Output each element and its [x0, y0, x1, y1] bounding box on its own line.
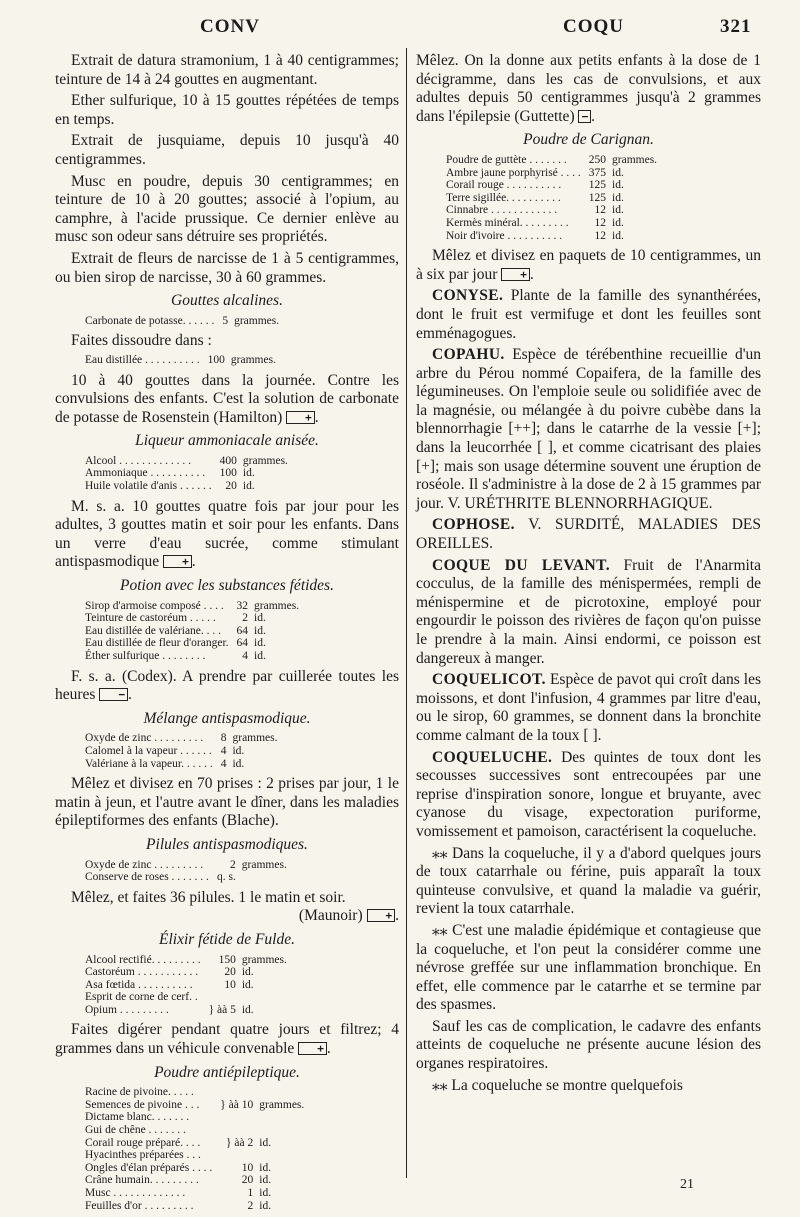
entry-headword: COPHOSE. [432, 516, 515, 534]
entry-conyse [416, 287, 761, 343]
ingredient-name: Hyacinthes préparées . . . [85, 1149, 201, 1162]
ingredient-quantity: } àà 10 [220, 1098, 254, 1111]
ingredient-name: Valériane à la vapeur. . . . . . [85, 757, 213, 770]
rating-mark: + [163, 555, 192, 568]
formula-title: Gouttes alcalines. [171, 292, 283, 310]
formula-row [85, 1187, 304, 1200]
ingredient-unit: id. [259, 1161, 272, 1174]
formula-row [446, 179, 657, 192]
ingredient-name: Feuilles d'or . . . . . . . . . [85, 1199, 194, 1212]
formula-row [85, 954, 287, 967]
attribution: (Maunoir) + . [298, 907, 399, 925]
ingredient-quantity: 375 [588, 166, 607, 179]
entry-text: Des quintes de toux dont les secousses successives sont entrecoupées par une reprise d'inspiration sonore, longue et bruyante, avec cyanose du visage, expectoration puriforme, vomissement et pamoison, caractérisent la coqueluche. [416, 748, 762, 840]
ingredient-name: Castoréum . . . . . . . . . . . [85, 966, 199, 979]
ingredient-name: Carbonate de potasse. . . . . . [85, 314, 215, 327]
ingredient-name: Semences de pivoine . . . [85, 1098, 200, 1111]
formula-row [85, 1200, 304, 1213]
ingredient-quantity: 20 [225, 480, 237, 493]
paragraph: 10 à 40 gouttes dans la journée. Contre les convulsions des enfants. C'est la solution de carbonate de potasse de Rosenstein (Hamilton) + . [55, 371, 399, 426]
ingredient-unit: grammes. [254, 599, 300, 612]
formula-row [85, 612, 299, 625]
ingredient-quantity: 10 [224, 978, 236, 991]
formula-row [85, 1137, 304, 1150]
paragraph: Mêlez et divisez en paquets de 10 centigrammes, un à six par jour + . [416, 247, 761, 283]
paragraph: Mêlez et divisez en 70 prises : 2 prises par jour, 1 le matin à jeun, et l'autre avant le dîner, dans les maladies épileptiformes des enfants (Blache). [55, 775, 399, 830]
ingredient-quantity: 20 [224, 966, 236, 979]
formula-row [85, 315, 279, 328]
ingredient-quantity [201, 991, 240, 1004]
ingredient-unit: id. [254, 624, 266, 637]
formula-table [85, 455, 288, 493]
ingredient-quantity: 125 [588, 191, 607, 204]
ingredient-quantity: 4 [220, 744, 227, 757]
ingredient-quantity: 12 [594, 216, 607, 229]
paragraph: Extrait de jusquiame, depuis 10 jusqu'à 40 centigrammes. [55, 132, 399, 168]
ingredient-quantity: 100 [207, 353, 225, 366]
ingredient-unit: id. [232, 744, 245, 757]
ingredient-unit: grammes. [242, 454, 288, 467]
entry-text: Fruit de l'Anarmita cocculus, de la famille des ménispermées, rempli de ménispermine et de picrotoxine, employé pour engourdir le poisson des rivières de façon qu'on puisse le prendre à la main. Ainsi endormi, ce poisson est dangereux à manger. [416, 556, 761, 667]
ingredient-name: Cinnabre . . . . . . . . . . . . [446, 204, 558, 217]
ingredient-quantity [212, 1086, 257, 1099]
paragraph-text: M. s. a. 10 gouttes quatre fois par jour pour les adultes, 3 gouttes matin et soir pour les enfants. Dans un verre d'eau sucrée, comme stimulant antispasmodique [55, 497, 399, 571]
ingredient-unit: id. [259, 1136, 272, 1149]
entry-coque-du-levant [416, 557, 761, 669]
ingredient-name: Calomel à la vapeur . . . . . . [85, 744, 212, 757]
ingredient-unit: grammes. [612, 153, 658, 166]
paragraph: Extrait de datura stramonium, 1 à 40 centigrammes; teinture de 14 à 24 gouttes en augmentant. [55, 52, 399, 88]
ingredient-unit: grammes. [241, 858, 287, 871]
ingredient-unit: id. [242, 480, 255, 493]
ingredient-name: Oxyde de zinc . . . . . . . . . [85, 732, 204, 745]
ingredient-unit: id. [254, 637, 266, 650]
formula-title: Élixir fétide de Fulde. [158, 930, 295, 948]
formula-row [85, 979, 287, 992]
paragraph: Musc en poudre, depuis 30 centigrammes; en teinture de 10 à 20 gouttes; associé à l'opium, au camphre, à l'acide prussique. Ce dernier enlève au musc son odeur sans détruire ses propriétés. [55, 172, 399, 246]
left-column [55, 52, 399, 1217]
paragraph: Extrait de fleurs de narcisse de 1 à 5 centigrammes, ou bien sirop de narcisse, 30 à 60 grammes. [55, 249, 399, 286]
attribution-text: (Maunoir) [298, 907, 363, 925]
ingredient-name: Huile volatile d'anis . . . . . . [85, 480, 212, 493]
column-divider [406, 48, 407, 1178]
ingredient-unit: grammes. [232, 732, 278, 745]
ingredient-quantity: 20 [241, 1174, 254, 1187]
ingredient-unit [257, 1111, 304, 1124]
ingredient-name: Ambre jaune porphyrisé . . . . [446, 166, 581, 179]
ingredient-name: Gui de chêne . . . . . . . [85, 1124, 186, 1137]
ingredient-quantity: 10 [241, 1161, 254, 1174]
ingredient-name: Dictame blanc. . . . . . . [85, 1111, 190, 1124]
ingredient-unit: id. [242, 467, 255, 480]
ingredient-unit: id. [241, 978, 254, 991]
paragraph-text: Mêlez, et faites 36 pilules. 1 le matin et soir. [71, 888, 346, 906]
ingredient-quantity: 150 [218, 953, 236, 966]
rating-mark: − [578, 110, 591, 123]
ingredient-unit: id. [259, 1187, 272, 1199]
ingredient-quantity [212, 1124, 257, 1137]
formula-row [85, 1124, 304, 1137]
ingredient-name: Ongles d'élan préparés . . . . [85, 1161, 213, 1174]
formula-row [85, 1162, 304, 1175]
formula-row [446, 154, 657, 167]
formula-title: Mélange antispasmodique. [143, 709, 311, 727]
ingredient-name: Asa fœtida . . . . . . . . . . [85, 978, 193, 991]
ingredient-unit [257, 1124, 304, 1137]
ingredient-quantity [212, 1111, 257, 1124]
ingredient-quantity: 2 [242, 612, 249, 625]
formula-row [85, 1149, 304, 1162]
entry-text: V. SURDITÉ, MALADIES DES OREILLES. [416, 516, 761, 553]
ingredient-name: Oxyde de zinc . . . . . . . . . [85, 858, 204, 871]
ingredient-quantity: 1 [247, 1187, 254, 1199]
ingredient-name: Alcool rectifié. . . . . . . . . [85, 953, 201, 966]
paragraph-text: Mêlez et divisez en paquets de 10 centigrammes, un à six par jour [416, 247, 761, 283]
ingredient-unit: id. [612, 204, 624, 217]
ingredient-unit [257, 1149, 304, 1162]
formula-row [85, 455, 288, 468]
printer-signature: 21 [680, 1177, 694, 1192]
ingredient-unit: id. [612, 166, 624, 179]
ingredient-quantity: 4 [220, 757, 227, 770]
entry-headword: COPAHU. [432, 346, 505, 364]
ingredient-quantity: 2 [247, 1199, 254, 1212]
formula-row [446, 167, 657, 180]
entry-headword: COQUE DU LEVANT. [432, 556, 610, 574]
ingredient-quantity: 250 [588, 153, 607, 166]
formula-row [85, 600, 299, 613]
ingredient-name: Alcool . . . . . . . . . . . . . [85, 454, 192, 467]
formula-row [85, 354, 276, 367]
formula-row [85, 991, 287, 1004]
paragraph-text: Faites digérer pendant quatre jours et filtrez; 4 grammes dans un véhicule convenable [55, 1021, 399, 1058]
entry-cophose [416, 516, 761, 553]
ingredient-name: Esprit de corne de cerf. . [85, 991, 198, 1004]
ingredient-quantity: 12 [594, 204, 607, 217]
ingredient-name: Eau distillée de valériane. . . . [85, 624, 222, 637]
formula-table [85, 732, 278, 770]
ingredient-quantity: 5 [222, 314, 229, 327]
formula-row [446, 204, 657, 217]
entry-headword: COQUELICOT. [432, 671, 546, 689]
rating-mark: − [99, 688, 128, 701]
rating-mark: + [286, 411, 315, 424]
entry-text: Espèce de pavot qui croît dans les moissons, et dont l'infusion, 4 grammes par litre d'eau, ou le sirop, 60 grammes, se donnent dans la bronchite comme calmant de la toux [ ]. [416, 671, 762, 744]
ingredient-unit: id. [241, 966, 254, 979]
paragraph: ⁎⁎ La coqueluche se montre quelquefois [432, 1076, 683, 1094]
paragraph-text: Mêlez. On la donne aux petits enfants à la dose de 1 décigramme, dans les cas de convulsions, et aux adultes depuis 50 centigrammes jusqu'à 2 grammes dans l'épilepsie (Guttette) [416, 52, 761, 125]
ingredient-unit [240, 871, 287, 884]
paragraph: Faites dissoudre dans : [71, 332, 212, 350]
ingredient-unit: grammes. [259, 1098, 305, 1111]
ingredient-unit: id. [612, 179, 624, 192]
ingredient-quantity: 4 [242, 650, 249, 662]
ingredient-unit: id. [612, 216, 624, 229]
paragraph: Faites digérer pendant quatre jours et filtrez; 4 grammes dans un véhicule convenable + . [55, 1021, 399, 1058]
ingredient-quantity: 2 [230, 858, 236, 871]
formula-title: Liqueur ammoniacale anisée. [135, 432, 319, 450]
right-column [416, 52, 761, 1098]
page-number: 321 [720, 16, 752, 37]
ingredient-name: Sirop d'armoise composé . . . . [85, 599, 224, 612]
entry-headword: COQUELUCHE. [432, 748, 553, 766]
formula-row [85, 1111, 304, 1124]
formula-title: Potion avec les substances fétides. [120, 577, 334, 595]
ingredient-name: Racine de pivoine. . . . . [85, 1086, 194, 1099]
formula-row [85, 732, 278, 745]
formula-row [85, 859, 287, 872]
paragraph: Mêlez. On la donne aux petits enfants à la dose de 1 décigramme, dans les cas de convulsions, et aux adultes depuis 50 centigrammes jusqu'à 2 grammes dans l'épilepsie (Guttette) − . [416, 52, 761, 125]
ingredient-unit: id. [254, 650, 266, 662]
paragraph: ⁎⁎ C'est une maladie épidémique et contagieuse que la coqueluche, et l'on peut la considérer comme une névrose greffée sur une inflammation bronchique. En effet, elle commence par le catarrhe et se termine par des spasmes. [416, 921, 761, 1014]
paragraph: Sauf les cas de complication, le cadavre des enfants atteints de coqueluche ne présente aucune lésion des organes respiratoires. [416, 1017, 761, 1073]
entry-coqueluche [416, 749, 761, 842]
entry-copahu [416, 346, 761, 513]
formula-row [85, 1004, 287, 1017]
ingredient-unit: id. [241, 1003, 254, 1016]
ingredient-unit: grammes. [230, 353, 276, 366]
formula-row [85, 467, 288, 480]
formula-row [85, 745, 278, 758]
ingredient-name: Eau distillée de fleur d'oranger. [85, 637, 229, 650]
formula-table [85, 859, 287, 884]
paragraph-text: F. s. a. (Codex). A prendre par cuillerée toutes les heures [55, 667, 399, 704]
formula-row [446, 217, 657, 230]
ingredient-name: Crâne humain. . . . . . . . . [85, 1174, 199, 1187]
ingredient-quantity: 100 [219, 467, 237, 480]
formula-table [85, 600, 299, 663]
ingredient-quantity: 32 [236, 599, 249, 612]
ingredient-unit: id. [612, 229, 624, 242]
formula-row [85, 966, 287, 979]
ingredient-quantity [212, 1149, 257, 1162]
ingredient-name: Opium . . . . . . . . . [85, 1003, 169, 1016]
ingredient-quantity: 64 [236, 637, 249, 650]
rating-mark: + [367, 909, 396, 922]
ingredient-unit: id. [259, 1199, 272, 1212]
formula-row [85, 1174, 304, 1187]
formula-row [85, 625, 299, 638]
entry-text: Plante de la famille des synanthérées, dont le fruit est vermifuge et dont les feuilles sont emménagogues. [416, 287, 762, 342]
ingredient-name: Éther sulfurique . . . . . . . . [85, 650, 206, 662]
formula-row [85, 480, 288, 493]
ingredient-name: Corail rouge . . . . . . . . . . [446, 179, 562, 192]
paragraph: ⁎⁎ Dans la coqueluche, il y a d'abord quelques jours de toux catarrhale ou férine, puis apparaît la toux quinteuse convulsive, et quand la maladie va guérir, revient la toux catarrhale. [416, 844, 761, 918]
running-head-center: COQU [563, 16, 624, 37]
ingredient-quantity: 12 [594, 229, 607, 242]
formula-row [85, 871, 287, 884]
formula-title: Poudre antiépileptique. [154, 1063, 300, 1081]
ingredient-name: Teinture de castoréum . . . . . [85, 612, 216, 625]
ingredient-quantity: 125 [588, 179, 607, 192]
paragraph: Ether sulfurique, 10 à 15 gouttes répétées de temps en temps. [55, 92, 399, 128]
paragraph: M. s. a. 10 gouttes quatre fois par jour pour les adultes, 3 gouttes matin et soir pour les enfants. Dans un verre d'eau sucrée, comme stimulant antispasmodique + . [55, 497, 399, 571]
formula-row [85, 758, 278, 771]
ingredient-unit: grammes. [234, 314, 280, 327]
ingredient-unit: id. [259, 1174, 272, 1187]
ingredient-name: Ammoniaque . . . . . . . . . . [85, 467, 206, 480]
entry-headword: CONYSE. [432, 287, 504, 305]
ingredient-unit: id. [232, 757, 245, 770]
ingredient-quantity: } àà 2 [226, 1136, 254, 1149]
ingredient-name: Musc . . . . . . . . . . . . . [85, 1187, 186, 1199]
formula-table [85, 315, 279, 328]
formula-row [85, 637, 299, 650]
ingredient-quantity: 64 [236, 624, 249, 637]
ingredient-quantity: 400 [219, 454, 237, 467]
ingredient-name: Eau distillée . . . . . . . . . . [85, 353, 200, 366]
ingredient-unit: id. [254, 612, 266, 625]
formula-title: Poudre de Carignan. [523, 131, 654, 149]
ingredient-unit [257, 1086, 304, 1099]
ingredient-quantity: q. s. [216, 871, 236, 884]
ingredient-name: Noir d'ivoire . . . . . . . . . . [446, 229, 563, 242]
formula-table [85, 954, 287, 1017]
paragraph-text: 10 à 40 gouttes dans la journée. Contre les convulsions des enfants. C'est la solution de carbonate de potasse de Rosenstein (Hamilton) [55, 371, 399, 426]
entry-text: Espèce de térébenthine recueillie d'un arbre du Pérou nommé Copaifera, de la famille des légumineuses. On l'emploie seule ou solidifiée avec de la magnésie, ou mélangée à du poivre cubèbe dans la blennorrhagie [++]; dans le catarrhe de la vessie [+]; dans la leucorrhée [ ], et comme cicatrisant des plaies [+]; mais son usage détermine souvent une éruption de roséole. Il s'administre à la dose de 2 à 15 grammes par jour. V. URÉTHRITE BLENNORRHAGIQUE. [416, 346, 761, 512]
ingredient-unit: id. [612, 191, 624, 204]
ingredient-unit [240, 991, 287, 1004]
formula-table [446, 154, 657, 242]
formula-table [85, 354, 276, 367]
ingredient-name: Conserve de roses . . . . . . . [85, 871, 209, 884]
formula-row [85, 650, 299, 663]
ingredient-name: Poudre de guttète . . . . . . . [446, 153, 567, 166]
ingredient-name: Kermès minéral. . . . . . . . . [446, 216, 569, 229]
ingredient-quantity: 8 [220, 732, 227, 745]
formula-title: Pilules antispasmodiques. [146, 835, 308, 853]
rating-mark: + [501, 268, 530, 281]
formula-row [446, 192, 657, 205]
ingredient-name: Terre sigillée. . . . . . . . . . [446, 191, 561, 204]
rating-mark: + [298, 1042, 327, 1055]
formula-row [85, 1099, 304, 1112]
paragraph [55, 889, 399, 926]
paragraph: F. s. a. (Codex). A prendre par cuillerée toutes les heures − . [55, 667, 399, 704]
ingredient-name: Corail rouge préparé. . . . [85, 1136, 201, 1149]
ingredient-quantity: } àà 5 [208, 1003, 236, 1016]
formula-table [85, 1086, 304, 1212]
entry-coquelicot [416, 671, 761, 745]
formula-row [85, 1086, 304, 1099]
running-head-left: CONV [200, 16, 260, 37]
formula-row [446, 230, 657, 243]
ingredient-unit: grammes. [241, 953, 287, 966]
